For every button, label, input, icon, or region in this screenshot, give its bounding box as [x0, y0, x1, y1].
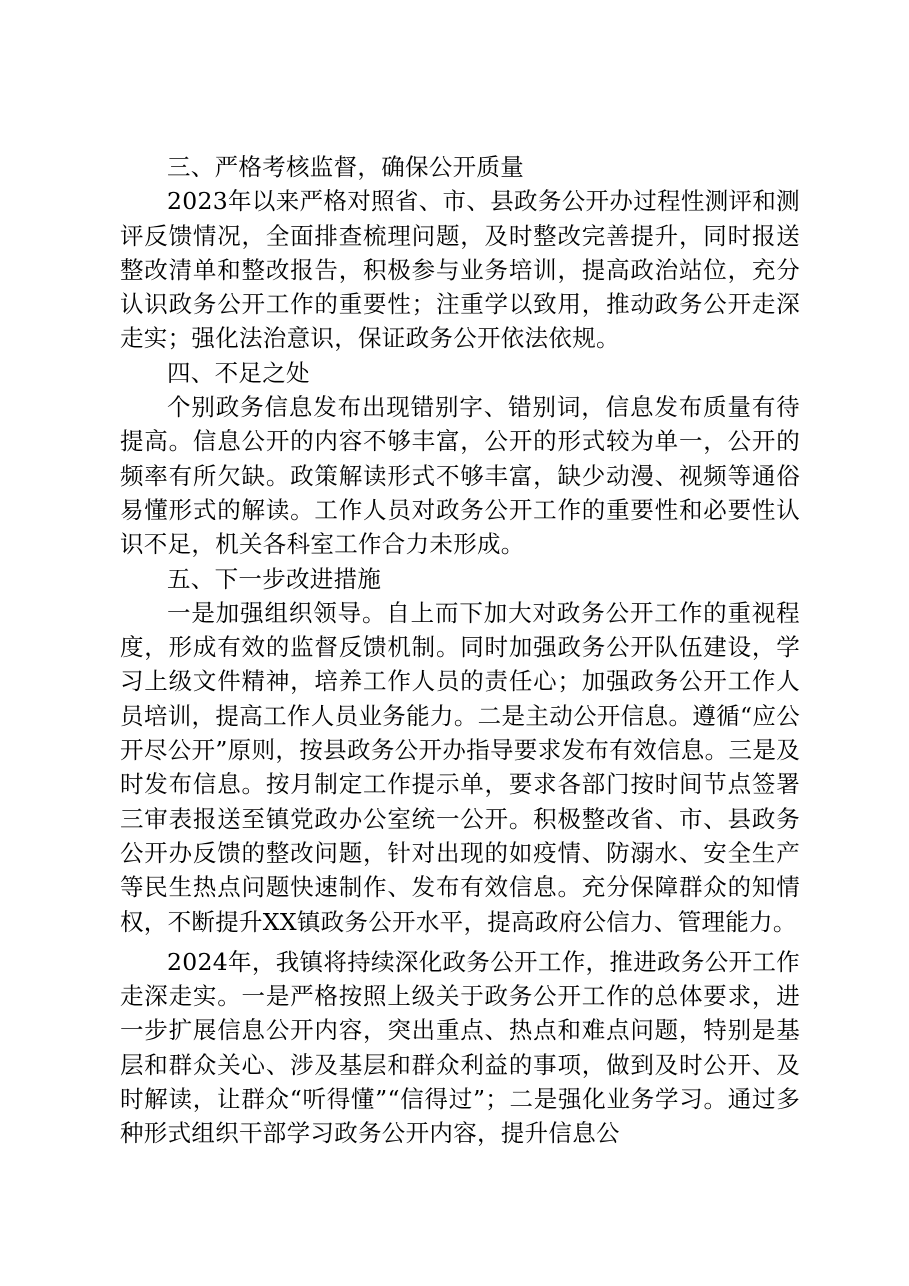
section-heading-3: 三、严格考核监督，确保公开质量	[167, 153, 524, 181]
section-paragraph-5: 一是加强组织领导。自上而下加大对政务公开工作的重视程度，形成有效的监督反馈机制。同时加强政务公开队伍建设，学习上级文件精神，培养工作人员的责任心；加强政务公开工作人员培训，提高工作人员业务能力。二是主动公开信息。遵循“应公开尽公开”原则，按县政务公开办指导要求发布有效信息。三是及时发布信息。按月制定工作提示单，要求各部门按时间节点签署三审表报送至镇党政办公室统一公开。积极整改省、市、县政务公开办反馈的整改问题，针对出现的如疫情、防溺水、安全生产等民生热点问题快速制作、发布有效信息。充分保障群众的知情权，不断提升XX镇政务公开水平，提高政府公信力、管理能力。	[120, 598, 800, 936]
section-paragraph-4: 个别政务信息发布出现错别字、错别词，信息发布质量有待提高。信息公开的内容不够丰富，公开的形式较为单一，公开的频率有所欠缺。政策解读形式不够丰富，缺少动漫、视频等通俗易懂形式的解读。工作人员对政务公开工作的重要性和必要性认识不足，机关各科室工作合力未形成。	[120, 393, 800, 559]
section-heading-5: 五、下一步改进措施	[167, 564, 382, 593]
section-heading-4: 四、不足之处	[167, 358, 310, 387]
section-paragraph-6: 2024年，我镇将持续深化政务公开工作，推进政务公开工作走深走实。一是严格按照上级关于政务公开工作的总体要求，进一步扩展信息公开内容，突出重点、热点和难点问题，特别是基层和群众关心、涉及基层和群众利益的事项，做到及时公开、及时解读，让群众“听得懂”“信得过”；二是强化业务学习。通过多种形式组织干部学习政务公开内容，提升信息公	[120, 947, 800, 1148]
section-paragraph-3: 2023年以来严格对照省、市、县政务公开办过程性测评和测评反馈情况，全面排查梳理问题，及时整改完善提升，同时报送整改清单和整改报告，积极参与业务培训，提高政治站位，充分认识政务公开工作的重要性；注重学以致用，推动政务公开走深走实；强化法治意识，保证政务公开依法依规。	[120, 187, 800, 353]
document-body	[120, 150, 800, 1151]
